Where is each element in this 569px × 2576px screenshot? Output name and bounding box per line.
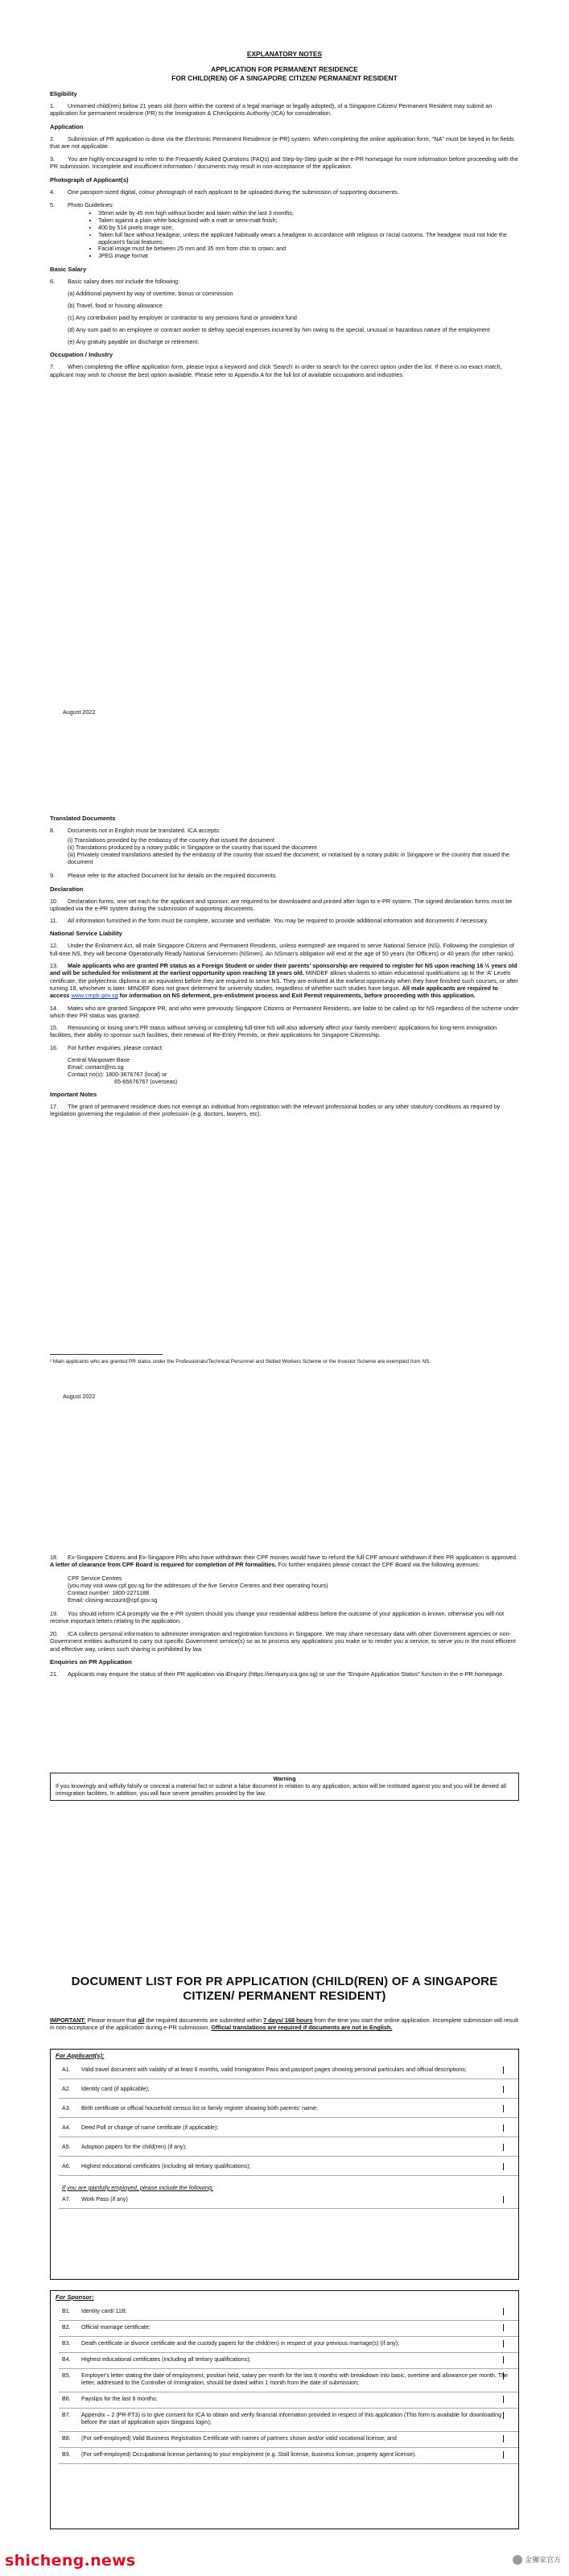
salary-item-d: (d) Any sum paid to an employee or contract worker to defray special expenses incurred by him owing to the special, unusual or hazardous nature of the employment — [68, 326, 490, 334]
source-badge — [513, 2554, 561, 2565]
item-divider — [59, 2117, 518, 2118]
item-divider — [59, 2136, 518, 2137]
checkbox-cell[interactable] — [503, 2451, 515, 2458]
document-item-text: (For self-employed) Valid Business Registration Certificate with names of partners shown and/or valid vocational license; and — [81, 2435, 397, 2442]
translation-item-ii: (ii) Translations produced by a notary public in Singapore or the country that issued the document — [68, 844, 317, 852]
para-1: 1. Unmarried child(ren) below 21 years old (born within the context of a legal marriage or legally adopted), of a Singapore Citizen/ Permanent Resident may submit an application for permanent residence (PR) to the Immigration & Checkpoints Authority (ICA) for consideration. — [50, 102, 493, 118]
item-divider — [59, 2336, 518, 2337]
para-14: 14. Males who are granted Singapore PR, and who were previously Singapore Citizens or Permanent Residents, are liable to be called up for NS regardless of the scheme under which their PR status was granted. — [50, 1004, 519, 1019]
document-item-code: B4. — [62, 2356, 71, 2363]
doc-title-line1: APPLICATION FOR PERMANENT RESIDENCE — [211, 65, 358, 73]
para-18: 18. Ex-Singapore Citizens and Ex-Singapore PRs who have withdrawn their CPF monies would have to refund the full CPF amount withdrawn if their PR application is approved. A letter of clearance from CPF Board is required for completion of PR formalities. For further enquiries please contact the CPF Board via the following avenues: — [50, 1554, 517, 1569]
document-item-b4 — [51, 2356, 518, 2363]
warning-text: If you knowingly and wilfully falsify or conceal a material fact or submit a false document in relation to any application, action will be instituted against you and you will be denied all immigration facilities. In addition, you will face severe penalties provided by the law. — [56, 1783, 506, 1797]
document-item-code: A6. — [62, 2163, 71, 2169]
checkbox-cell[interactable] — [503, 2086, 515, 2093]
document-item-code: B5. — [62, 2372, 71, 2379]
para-9: 9. Please refer to the attached Document list for details on the required documents. — [50, 872, 278, 880]
page-date: August 2022 — [63, 708, 96, 716]
document-item-text: Highest educational certificates (including all tertiary qualifications); — [81, 2163, 251, 2169]
salary-item-c: (c) Any contribution paid by employer or contractor to any pensions fund or provident fund — [68, 314, 297, 322]
document-item-code: A5. — [62, 2144, 71, 2150]
applicant-list — [51, 2066, 518, 2209]
sponsor-list — [51, 2308, 518, 2464]
document-item-b3 — [51, 2340, 518, 2347]
checkbox-cell[interactable] — [503, 2105, 515, 2112]
list-item: • Facial image must be between 25 mm and 35 mm from chin to crown; and — [98, 246, 519, 253]
checkbox-cell[interactable] — [503, 2396, 515, 2403]
checkbox-cell[interactable] — [503, 2372, 515, 2380]
document-item-code: A4. — [62, 2124, 71, 2131]
document-item-text: (For self-employed) Occupational license pertaining to your employment (e.g. Stall license, business license, property agent license). — [81, 2451, 417, 2458]
document-item-a6 — [51, 2163, 518, 2170]
section-basic-salary: Basic Salary — [50, 265, 87, 273]
document-item-b1 — [51, 2308, 518, 2315]
cmpb-link[interactable]: www.cmpb.gov.sg — [71, 992, 118, 1000]
document-item-text: Valid travel document with validity of at least 6 months, valid Immigration Pass and passport pages showing personal particulars and official descriptions; — [81, 2066, 467, 2073]
checkbox-cell[interactable] — [503, 2144, 515, 2151]
document-item-text: Birth certificate or official household census list or family register showing both parents' name; — [81, 2105, 318, 2112]
section-national-service: National Service Liability — [50, 930, 122, 938]
checkbox-cell[interactable] — [503, 2324, 515, 2331]
footnote-divider — [50, 1354, 163, 1355]
wechat-icon — [513, 2555, 522, 2565]
list-item: • 400 by 514 pixels image size; — [98, 225, 519, 232]
cpf-line: CPF Service Centres — [68, 1574, 122, 1582]
document-item-text: Identity card (if applicable); — [81, 2086, 150, 2092]
document-item-b9 — [51, 2451, 518, 2458]
translation-item-iii: (iii) Privately created translations attested by the embassy of the country that issued the document; or notarised by a notary public in Singapore or the country that issued the document — [68, 851, 509, 866]
item-divider — [59, 2352, 518, 2353]
salary-item-b: (b) Travel, food or housing allowance — [68, 302, 163, 310]
salary-item-e: (e) Any gratuity payable on discharge or retirement. — [68, 338, 200, 346]
document-item-text: Official marriage certificate; — [81, 2324, 150, 2330]
sponsor-documents-box — [50, 2290, 519, 2529]
page-2 — [0, 805, 569, 1481]
watermark-text: shicheng.news — [5, 2552, 136, 2570]
section-enquiries: Enquiries on PR Application — [50, 1658, 132, 1666]
checkbox-cell[interactable] — [503, 2196, 515, 2203]
list-item: • Taken full face without headgear, unless the applicant habitually wears a headgear in accordance with religious or racial customs. The headgear must not hide the applicant's facial features; — [98, 232, 519, 246]
page-1 — [0, 0, 569, 745]
para-6: 6. Basic salary does not include the following: — [50, 277, 180, 285]
document-item-code: B7. — [62, 2412, 71, 2418]
document-item-code: B3. — [62, 2340, 71, 2347]
document-item-text: Death certificate or divorce certificate and the custody papers for the child(ren) in respect of your previous marriage(s) (if any); — [81, 2340, 400, 2347]
document-item-text: Identity card/ 11B; — [81, 2308, 127, 2314]
page-4 — [0, 1968, 569, 2532]
explanatory-notes-heading: EXPLANATORY NOTES — [246, 50, 323, 58]
document-item-a1 — [51, 2066, 518, 2074]
item-divider — [59, 2368, 518, 2369]
document-item-text: Appendix – 2 (PR-FT3) is to give consent for ICA to obtain and verify financial information provided in respect of this application (This form is available for downloading before the start of application upon Singpass login); — [81, 2412, 502, 2425]
para-11: 11. All information furnished in the form must be complete, accurate and verifiable. You may be required to provide additional information and documents if necessary. — [50, 917, 489, 925]
para-19: 19. You should inform ICA promptly via the e-PR system should you change your residential address before the outcome of your application is known, otherwise you will not receive important letters relating to the application. — [50, 1609, 505, 1624]
section-photograph: Photograph of Applicant(s) — [50, 175, 129, 184]
item-divider — [59, 2463, 518, 2464]
para-17: 17. The grant of permanent residence does not exempt an individual from registration with the relevant professional bodies or any other statutory conditions as required by legislation governing the regulation of their profession (e.g. doctors, lawyers, etc). — [50, 1103, 501, 1118]
document-item-text: Work Pass (if any) — [81, 2196, 128, 2203]
document-item-a2 — [51, 2086, 518, 2093]
para-3: 3. You are highly encouraged to refer to the Frequently Asked Questions (FAQs) and Step-by-Step guide at the e-PR homepage for more information before proceeding with the PR submission. Incomplete and insufficient information / documents may result in non-acceptance of the application. — [50, 155, 518, 171]
document-list-title: DOCUMENT LIST FOR PR APPLICATION (CHILD(REN) OF A SINGAPORE CITIZEN/ PERMANENT RESIDENT) — [71, 1975, 498, 2003]
document-item-code: A2. — [62, 2086, 71, 2092]
document-item-code: A3. — [62, 2105, 71, 2112]
document-item-text: Deed Poll or change of name certificate (if applicable); — [81, 2124, 219, 2131]
important-note: IMPORTANT: Please ensure that all the required documents are submitted within 7 days/ 168 hours from the time you start the online application. Incomplete submission will result in non-acceptance of the application during e-PR submission. Official translations are required if documents are not in English. — [50, 2017, 518, 2032]
item-divider — [59, 2320, 518, 2321]
checkbox-cell[interactable] — [503, 2412, 515, 2419]
para-16: 16. For further enquiries, please contact: — [50, 1043, 163, 1051]
document-item-b6 — [51, 2396, 518, 2403]
document-item-code: A1. — [62, 2066, 71, 2073]
cmpb-email: Email: contact@ns.sg — [68, 1063, 124, 1071]
section-important-notes: Important Notes — [50, 1091, 97, 1099]
document-item-b8 — [51, 2435, 518, 2442]
para-13: 13. Male applicants who are granted PR status as a Foreign Student or under their parents' sponsorship are required to register for NS upon reaching 16 ½ years old and will be scheduled for enlistment at the earliest opportunity upon reaching 18 years old. MINDEF allows students to attain educational qualifications up to the 'A' Levels certificate, the polytechnic diploma or an equivalent before they are required to serve NS. They are enlisted at the earliest opportunity when they have finished such courses, or after turning 18, whichever is later. MINDEF does not grant deferment for university studies, regardless of whether such studies have begun. All male applicants are required to access www.cmpb.gov.sg for information on NS deferment, pre-enlistment process and Exit Permit requirements, before proceeding with this application. — [50, 962, 518, 1000]
section-occupation: Occupation / Industry — [50, 351, 113, 359]
document-item-code: B8. — [62, 2435, 71, 2442]
list-item: • JPEG image format — [98, 253, 519, 260]
doc-title-line2: FOR CHILD(REN) OF A SINGAPORE CITIZEN/ PERMANENT RESIDENT — [171, 74, 398, 82]
item-divider — [59, 2156, 518, 2157]
para-21: 21. Applicants may enquire the status of their PR application via iEnquiry (https://ienquiry.ica.gov.sg) or use the "Enquire Application Status" function in the e-PR homepage. — [50, 1670, 505, 1678]
para-7: 7. When completing the offline application form, please input a keyword and click 'Search' in order to search for the correct option under the list. If there is no exact match, applicant may wish to choose the best option available. Please refer to Appendix A for the full list of available occupations and industries. — [50, 363, 502, 378]
applicant-documents-box — [50, 2049, 519, 2280]
photo-guidelines-list — [98, 210, 519, 260]
source-label: 金狮家官方 — [524, 2556, 561, 2564]
document-item-text: Adoption papers for the child(ren) (if any); — [81, 2144, 187, 2150]
checkbox-cell[interactable] — [503, 2163, 515, 2170]
document-item-code: A7. — [62, 2196, 71, 2203]
cpf-contact: Contact number: 1800-2271188 — [68, 1588, 149, 1596]
list-item: • Taken against a plain white background with a matt or semi-matt finish; — [98, 217, 519, 225]
document-item-a4 — [51, 2124, 518, 2132]
para-12: 12. Under the Enlistment Act, all male Singapore Citizens and Permanent Residents, unless exempted¹ are required to serve National Service (NS). Following the completion of full-time NS, they will become Operationally Ready National Servicemen (NSmen). An NSman's obligation will end at the age of 50 years (for Officers) or 40 years (for other ranks). — [50, 942, 515, 957]
para-15: 15. Renouncing or losing one's PR status without serving or completing full-time NS will also adversely affect your family members' applications for long-term immigration facilities, their ability to sponsor such facilities, their renewal of Re-Entry Permits, or their applications for Singapore Citizenship. — [50, 1024, 497, 1039]
checkbox-cell[interactable] — [503, 2308, 515, 2315]
document-item-text: Payslips for the last 6 months; — [81, 2396, 158, 2402]
checkbox-cell[interactable] — [503, 2356, 515, 2363]
applicant-heading: For Applicant(s): — [56, 2052, 105, 2059]
item-divider — [59, 2431, 518, 2432]
document-item-text: Employer's letter stating the date of employment, position held, salary per month for the last 6 months with breakdown into basic, overtime and allowance per month. The letter, addressed to the Controller of Immigration, should be dated within 1 month from the date of submission; — [81, 2372, 508, 2386]
document-item-code: B9. — [62, 2451, 71, 2458]
sponsor-heading: For Sponsor: — [56, 2293, 94, 2301]
warning-box — [50, 1773, 519, 1801]
checkbox-cell[interactable] — [503, 2340, 515, 2347]
document-item-code: B2. — [62, 2324, 71, 2330]
checkbox-cell[interactable] — [503, 2435, 515, 2442]
section-translated-documents: Translated Documents — [50, 815, 116, 822]
document-item-code: B1. — [62, 2308, 71, 2314]
item-divider — [59, 2098, 518, 2099]
page-date: August 2022 — [63, 1393, 96, 1400]
cmpb-contact: Contact no(s): 1800-3676767 (local) or — [68, 1071, 167, 1079]
document-item-a3 — [51, 2105, 518, 2112]
item-divider — [59, 2447, 518, 2448]
section-declaration: Declaration — [50, 885, 84, 893]
item-divider — [59, 2408, 518, 2409]
cpf-email: Email: closing-account@cpf.gov.sg — [68, 1596, 158, 1604]
para-2: 2. Submission of PR application is done via the Electronic Permanent Residence (e-PR) system. When completing the online application form, "NA" must be keyed in for fields that are not applicable. — [50, 134, 514, 150]
cmpb-line: Central Manpower Base — [68, 1056, 130, 1064]
translation-item-i: (i) Translations provided by the embassy of the country that issued the document — [68, 836, 274, 844]
document-item-b7 — [51, 2412, 518, 2426]
section-application: Application — [50, 122, 84, 130]
list-item: • 35mm wide by 45 mm high without border and taken within the last 3 months; — [98, 210, 519, 217]
para-20: 20. ICA collects personal information to administer immigration and registration functions in Singapore. We may share necessary data with other Government agencies or non-Government entities authorized to carry out specific Government service(s) so as to process any applications you make or to render you a service, to serve you in the most efficient and effective way, unless such sharing is prohibited by law. — [50, 1630, 516, 1653]
document-item-a7 — [51, 2196, 518, 2203]
page-3 — [0, 1546, 569, 1964]
para-5: 5. Photo Guidelines: — [50, 201, 114, 209]
item-divider — [59, 2175, 518, 2176]
document-item-text: Highest educational certificates (including all tertiary qualifications); — [81, 2356, 251, 2363]
cpf-info: (you may visit www.cpf.gov.sg for the addresses of the five Service Centres and their operating hours) — [68, 1581, 328, 1589]
document-item-code: B6. — [62, 2396, 71, 2402]
footnote: ¹ Main applicants who are granted PR status under the Professionals/Technical Personnel and Skilled Workers Scheme or the Investor Scheme are exempted from NS. — [50, 1359, 431, 1364]
para-4: 4. One passport-sized digital, colour photograph of each applicant to be uploaded during the submission of supporting documents. — [50, 188, 399, 196]
document-item-a5 — [51, 2144, 518, 2151]
employed-note: If you are gainfully employed, please include the following: — [62, 2184, 214, 2191]
section-eligibility: Eligibility — [50, 90, 77, 97]
checkbox-cell[interactable] — [503, 2124, 515, 2132]
cmpb-contact-overseas: 65-65676767 (overseas) — [114, 1078, 178, 1086]
salary-item-a: (a) Additional payment by way of overtime, bonus or commission — [68, 290, 233, 298]
checkbox-cell[interactable] — [503, 2066, 515, 2074]
warning-title: Warning — [273, 1776, 296, 1782]
para-10: 10. Declaration forms, one set each for the applicant and sponsor, are required to be downloaded and printed after login to e-PR system. The signed declaration forms must be uploaded via the e-PR system during the submission of supporting documents. — [50, 897, 513, 912]
item-divider — [59, 2208, 518, 2209]
document-item-b5 — [51, 2372, 518, 2387]
document-item-b2 — [51, 2324, 518, 2331]
para-8: 8. Documents not in English must be translated. ICA accepts: — [50, 827, 221, 834]
